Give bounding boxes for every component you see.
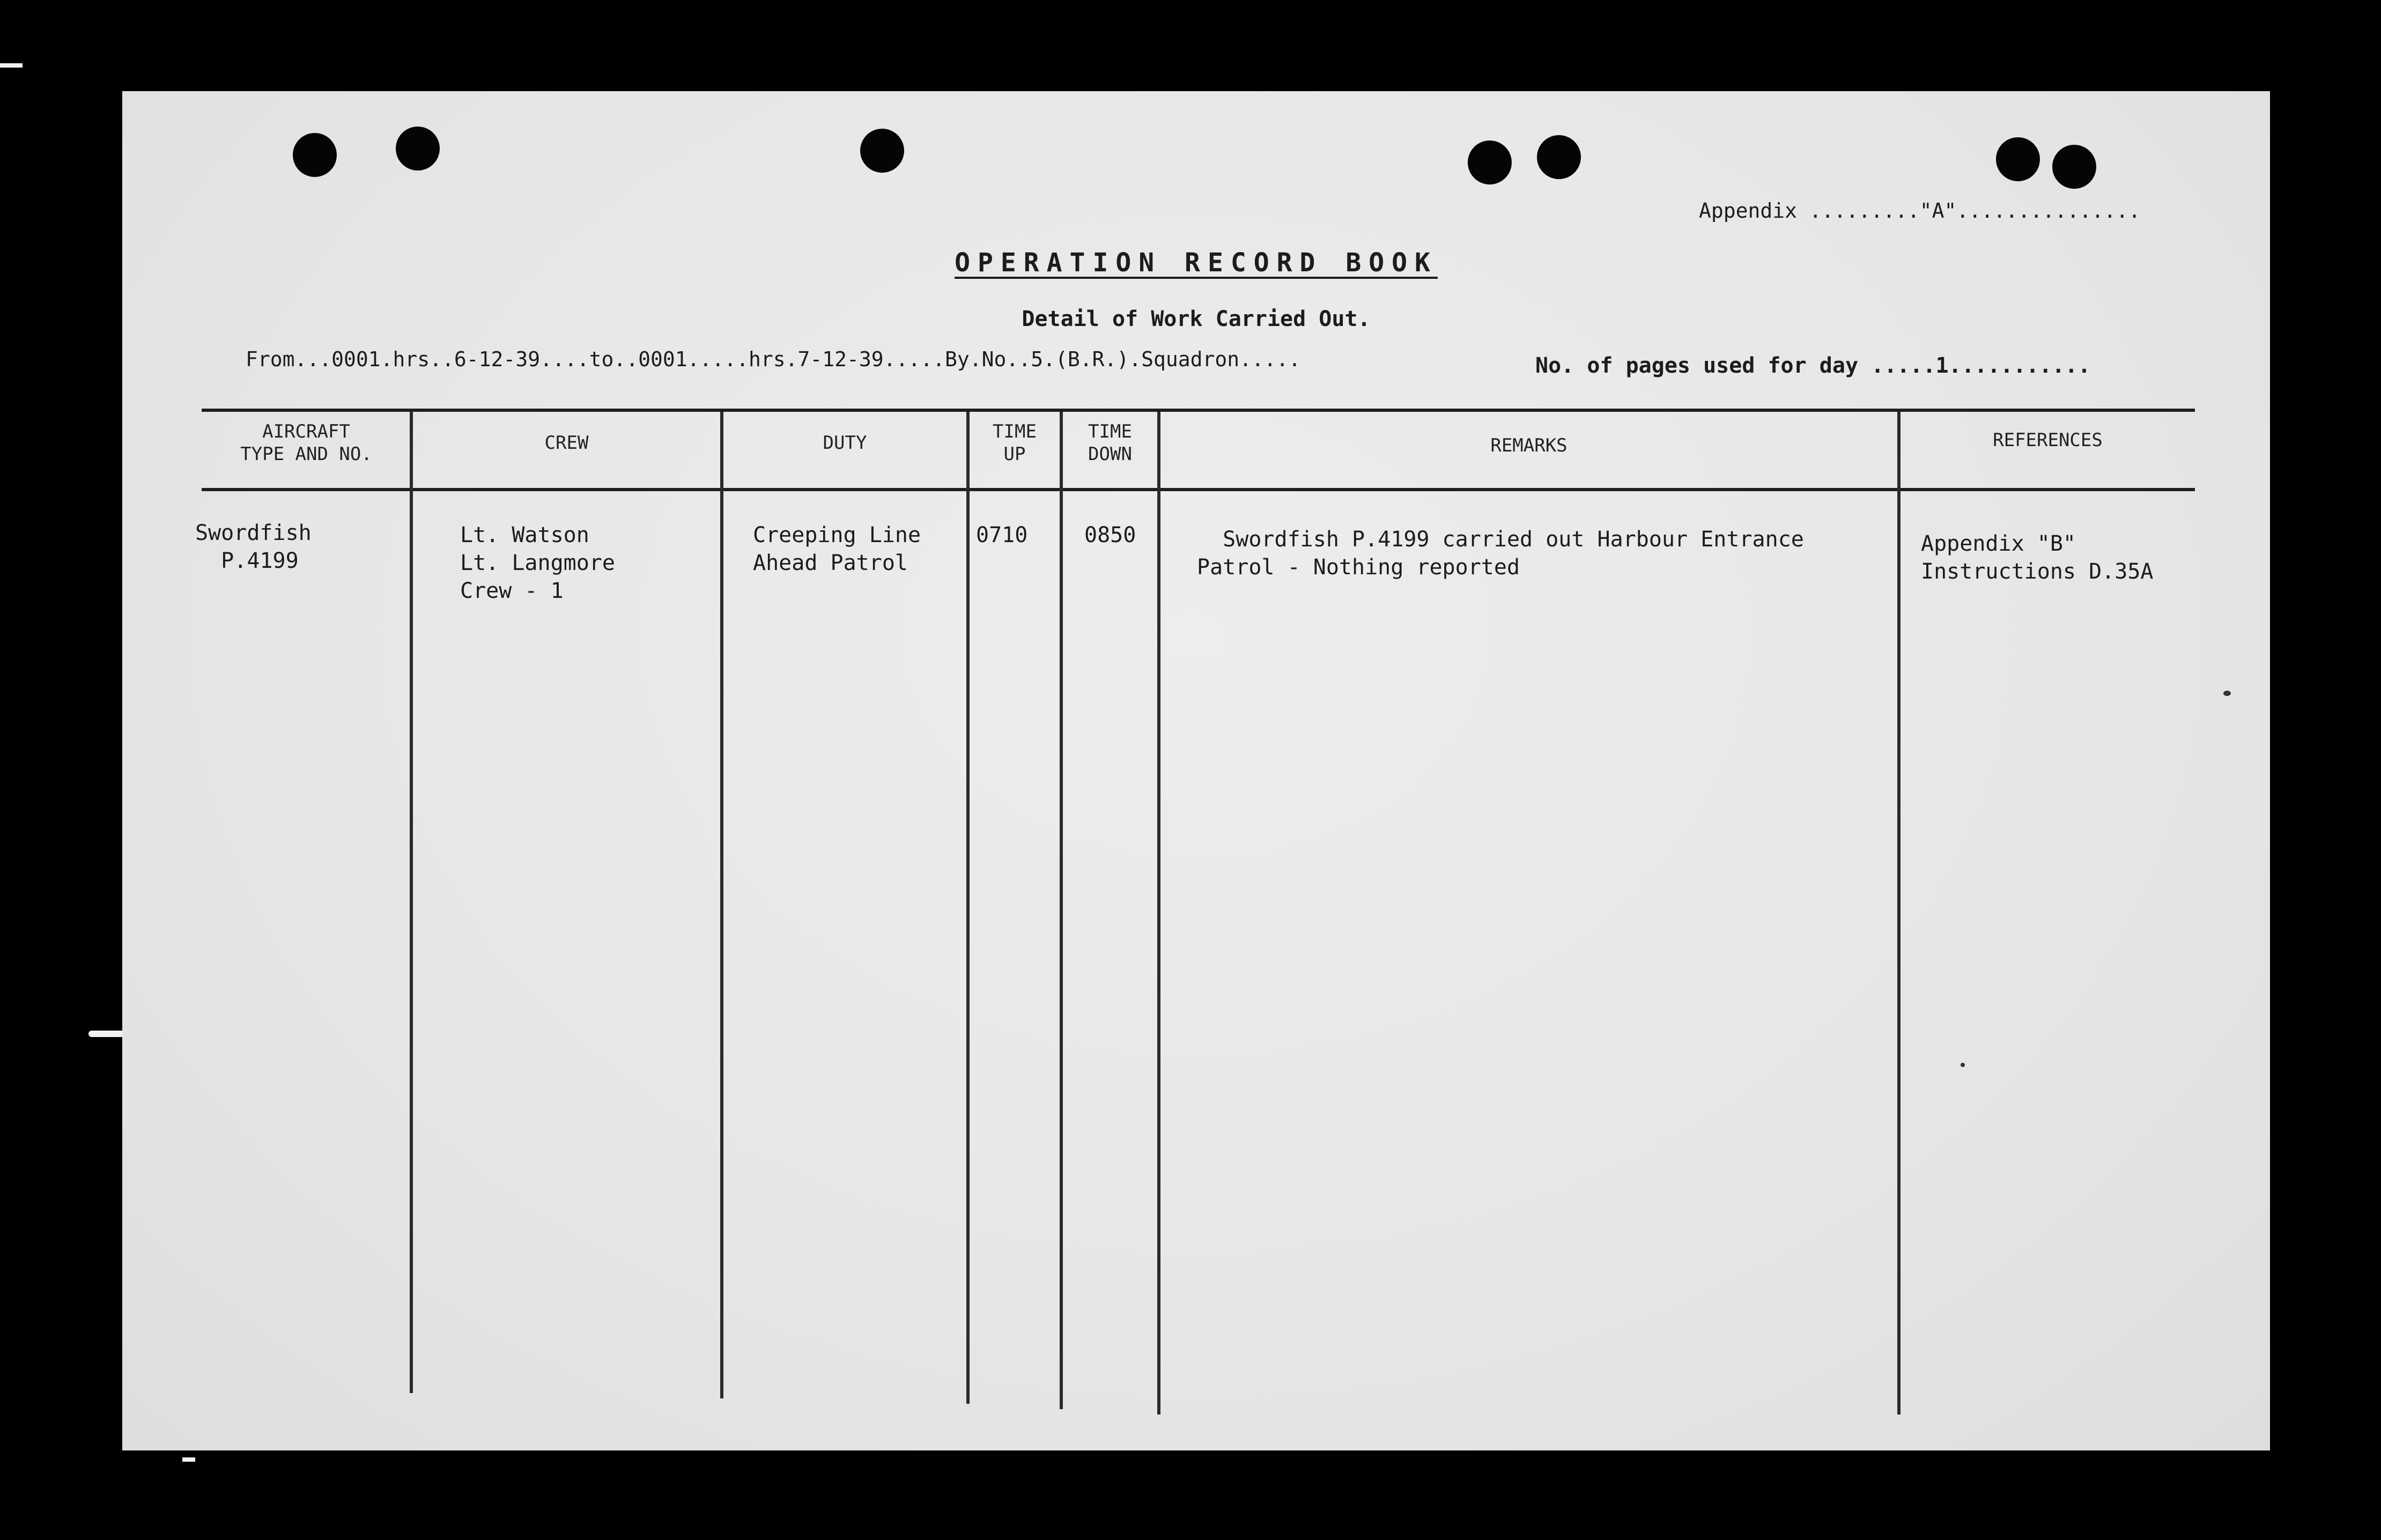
punch-hole bbox=[1468, 140, 1512, 184]
column-divider bbox=[1157, 412, 1160, 1415]
column-divider bbox=[720, 412, 723, 1398]
header-time-up: TIME UP bbox=[993, 421, 1037, 465]
period-line: From...0001.hrs..6-12-39....to..0001.....hrs.7-12-39.....By.No..5.(B.R.).Squadron..... bbox=[246, 347, 1301, 371]
header-duty: DUTY bbox=[823, 432, 867, 454]
cell-remarks: Swordfish P.4199 carried out Harbour Entrance Patrol - Nothing reported bbox=[1197, 527, 1804, 580]
column-divider bbox=[1897, 412, 1901, 1415]
cell-crew: Lt. Watson Lt. Langmore Crew - 1 bbox=[460, 523, 615, 603]
punch-hole bbox=[396, 127, 440, 171]
cell-duty: Creeping Line Ahead Patrol bbox=[753, 523, 921, 575]
cell-time-up: 0710 bbox=[976, 523, 1028, 547]
punch-hole bbox=[1996, 137, 2040, 181]
header-remarks: REMARKS bbox=[1490, 435, 1567, 456]
record-sheet bbox=[122, 91, 2270, 1450]
column-divider bbox=[410, 412, 413, 1393]
page-subtitle: Detail of Work Carried Out. bbox=[1022, 307, 1371, 331]
pages-used-line: No. of pages used for day .....1........... bbox=[1535, 353, 2091, 378]
cell-aircraft: Swordfish P.4199 bbox=[195, 521, 312, 573]
header-references: REFERENCES bbox=[1993, 430, 2103, 451]
column-divider bbox=[966, 412, 970, 1404]
film-edge-mark bbox=[182, 1457, 195, 1462]
page-title: OPERATION RECORD BOOK bbox=[955, 248, 1438, 278]
punch-hole bbox=[2052, 145, 2096, 189]
cell-time-down: 0850 bbox=[1084, 523, 1136, 547]
punch-hole bbox=[860, 129, 904, 173]
appendix-label: Appendix ........."A"............... bbox=[1699, 199, 2141, 223]
punch-hole bbox=[1537, 135, 1581, 179]
column-divider bbox=[1060, 412, 1063, 1409]
header-time-down: TIME DOWN bbox=[1088, 421, 1132, 465]
punch-hole bbox=[293, 133, 337, 177]
cell-references: Appendix "B" Instructions D.35A bbox=[1921, 531, 2154, 584]
header-aircraft: AIRCRAFT TYPE AND NO. bbox=[240, 421, 372, 465]
header-crew: CREW bbox=[544, 432, 589, 454]
header-bottom-rule bbox=[202, 488, 2195, 491]
ink-speck bbox=[1961, 1063, 1965, 1067]
table-top-rule bbox=[202, 409, 2195, 412]
ink-speck bbox=[2223, 691, 2231, 696]
film-edge-mark bbox=[0, 63, 23, 68]
